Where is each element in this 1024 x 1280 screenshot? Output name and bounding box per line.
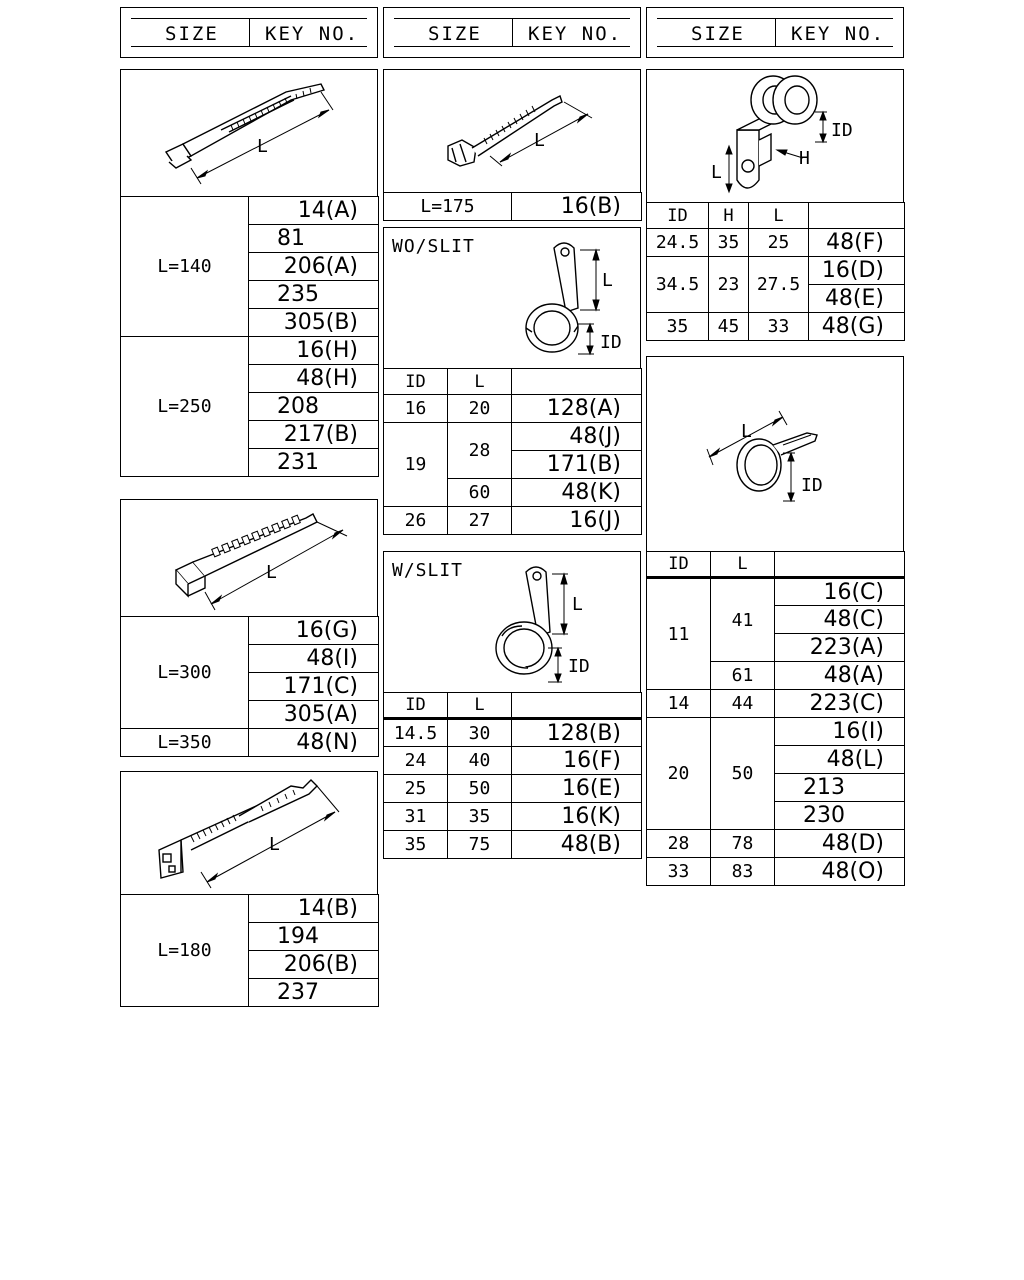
l-cell: 28 (448, 423, 512, 479)
cable-tie-3-drawing (121, 772, 379, 896)
table-row (384, 747, 642, 775)
table-row (647, 690, 905, 718)
l-cell: 35 (448, 803, 512, 831)
l-cell: 20 (448, 395, 512, 423)
col-key-header (512, 693, 642, 719)
col-id-header: ID (647, 552, 711, 578)
key-cell: 48(G) (809, 313, 905, 341)
double-clamp-figure (646, 69, 904, 203)
header-col3 (646, 7, 904, 58)
id-cell: 14 (647, 690, 711, 718)
key-cell: 16(E) (512, 775, 642, 803)
l-cell: 78 (711, 830, 775, 858)
key-cell: 48(E) (809, 285, 905, 313)
key-cell: 48(F) (809, 229, 905, 257)
key-cell: 16(H) (249, 337, 379, 365)
table-row (121, 895, 379, 923)
id-cell: 35 (647, 313, 709, 341)
key-cell: 16(I) (775, 718, 905, 746)
cable-tie-2-table (120, 616, 379, 757)
l-cell: 60 (448, 479, 512, 507)
tie-1-dim-label: L (257, 136, 268, 157)
key-cell: 48(A) (775, 662, 905, 690)
key-cell: 171(C) (249, 673, 379, 701)
col-l-header: L (448, 369, 512, 395)
id-cell: 28 (647, 830, 711, 858)
l-cell: 44 (711, 690, 775, 718)
table-row (647, 229, 905, 257)
key-cell: 48(I) (249, 645, 379, 673)
wslit-dim-l-label: L (572, 594, 583, 615)
band-clamp-table (646, 551, 905, 886)
key-cell: 213 (775, 774, 905, 802)
header-size-label: SIZE (428, 23, 482, 45)
col-id-header: ID (647, 203, 709, 229)
l-cell: 50 (448, 775, 512, 803)
id-cell: 31 (384, 803, 448, 831)
key-cell: 48(N) (249, 729, 379, 757)
key-cell: 206(B) (249, 951, 379, 979)
double-clamp-table (646, 202, 905, 341)
key-cell: 81 (249, 225, 379, 253)
woslit-caption: WO/SLIT (392, 236, 475, 257)
table-row (384, 423, 642, 451)
l-cell: 25 (749, 229, 809, 257)
table-header-row (647, 552, 905, 578)
h-cell: 35 (709, 229, 749, 257)
l-cell: 27.5 (749, 257, 809, 313)
table-row (647, 858, 905, 886)
id-cell: 16 (384, 395, 448, 423)
band-dim-id-label: ID (801, 475, 823, 496)
key-cell: 16(D) (809, 257, 905, 285)
cable-tie-3-table (120, 894, 379, 1007)
table-row (647, 257, 905, 285)
id-cell: 26 (384, 507, 448, 535)
bracket-dim-h-label: H (799, 148, 810, 169)
woslit-dim-id-label: ID (600, 332, 622, 353)
push-pin-tie-figure (383, 69, 641, 193)
table-row (384, 775, 642, 803)
push-pin-tie-drawing (384, 70, 642, 194)
size-cell: L=300 (121, 617, 249, 729)
key-cell: 48(K) (512, 479, 642, 507)
tie-3-dim-label: L (269, 834, 280, 855)
clamp-woslit-figure (383, 227, 641, 369)
key-cell: 223(C) (775, 690, 905, 718)
band-clamp-drawing (647, 357, 905, 553)
cable-tie-2-figure (120, 499, 378, 617)
clamp-woslit-table (383, 368, 642, 535)
bracket-dim-id-label: ID (831, 120, 853, 141)
key-cell: 217(B) (249, 421, 379, 449)
key-cell: 48(L) (775, 746, 905, 774)
header-col1 (120, 7, 378, 58)
double-clamp-drawing (647, 70, 905, 204)
id-cell: 14.5 (384, 719, 448, 747)
table-row (384, 193, 642, 221)
key-cell: 231 (249, 449, 379, 477)
cable-tie-1-table (120, 196, 379, 477)
table-row (384, 507, 642, 535)
key-cell: 16(J) (512, 507, 642, 535)
l-cell: 40 (448, 747, 512, 775)
key-cell: 208 (249, 393, 379, 421)
cable-tie-3-figure (120, 771, 378, 895)
id-cell: 25 (384, 775, 448, 803)
header-col2 (383, 7, 641, 58)
size-cell: L=250 (121, 337, 249, 477)
band-clamp-figure (646, 356, 904, 552)
table-row (384, 395, 642, 423)
id-cell: 34.5 (647, 257, 709, 313)
cable-tie-2-drawing (121, 500, 379, 618)
table-row (121, 197, 379, 225)
id-cell: 20 (647, 718, 711, 830)
table-row (647, 830, 905, 858)
id-cell: 33 (647, 858, 711, 886)
key-cell: 48(O) (775, 858, 905, 886)
band-dim-l-label: L (741, 421, 752, 442)
key-cell: 16(K) (512, 803, 642, 831)
tie-2-dim-label: L (266, 562, 277, 583)
key-cell: 237 (249, 979, 379, 1007)
header-key-label: KEY NO. (791, 23, 886, 45)
table-row (647, 578, 905, 606)
l-cell: 41 (711, 578, 775, 662)
size-cell: L=140 (121, 197, 249, 337)
key-cell: 128(B) (512, 719, 642, 747)
col-l-header: L (448, 693, 512, 719)
table-row (121, 337, 379, 365)
key-cell: 305(A) (249, 701, 379, 729)
key-cell: 16(C) (775, 578, 905, 606)
table-row (121, 729, 379, 757)
cable-tie-1-drawing (121, 70, 379, 198)
table-row (384, 831, 642, 859)
clamp-wslit-figure (383, 551, 641, 693)
key-cell: 16(F) (512, 747, 642, 775)
key-cell: 235 (249, 281, 379, 309)
woslit-dim-l-label: L (602, 270, 613, 291)
l-cell: 50 (711, 718, 775, 830)
table-row (647, 313, 905, 341)
table-row (647, 718, 905, 746)
size-cell: L=350 (121, 729, 249, 757)
table-header-row (384, 693, 642, 719)
clamp-wslit-drawing (384, 552, 642, 694)
bracket-dim-l-label: L (711, 162, 722, 183)
col-l-header: L (711, 552, 775, 578)
pin-dim-label: L (534, 130, 545, 151)
header-size-label: SIZE (165, 23, 219, 45)
wslit-dim-id-label: ID (568, 656, 590, 677)
clamp-wslit-table (383, 692, 642, 859)
key-cell: 48(B) (512, 831, 642, 859)
push-pin-tie-table (383, 192, 642, 221)
key-cell: 171(B) (512, 451, 642, 479)
clamp-woslit-drawing (384, 228, 642, 370)
id-cell: 35 (384, 831, 448, 859)
l-cell: 75 (448, 831, 512, 859)
key-cell: 48(C) (775, 606, 905, 634)
l-cell: 27 (448, 507, 512, 535)
key-cell: 128(A) (512, 395, 642, 423)
table-row (121, 617, 379, 645)
col-key-header (512, 369, 642, 395)
key-cell: 14(A) (249, 197, 379, 225)
header-size-label: SIZE (691, 23, 745, 45)
col-l-header: L (749, 203, 809, 229)
table-header-row (647, 203, 905, 229)
key-cell: 16(B) (512, 193, 642, 221)
id-cell: 24 (384, 747, 448, 775)
key-cell: 194 (249, 923, 379, 951)
cable-tie-1-figure (120, 69, 378, 197)
l-cell: 30 (448, 719, 512, 747)
key-cell: 305(B) (249, 309, 379, 337)
key-cell: 14(B) (249, 895, 379, 923)
h-cell: 23 (709, 257, 749, 313)
l-cell: 61 (711, 662, 775, 690)
l-cell: 33 (749, 313, 809, 341)
h-cell: 45 (709, 313, 749, 341)
key-cell: 206(A) (249, 253, 379, 281)
key-cell: 223(A) (775, 634, 905, 662)
key-cell: 48(J) (512, 423, 642, 451)
size-cell: L=180 (121, 895, 249, 1007)
table-row (384, 803, 642, 831)
size-cell: L=175 (384, 193, 512, 221)
col-key-header (809, 203, 905, 229)
key-cell: 48(D) (775, 830, 905, 858)
col-id-header: ID (384, 369, 448, 395)
id-cell: 11 (647, 578, 711, 690)
table-header-row (384, 369, 642, 395)
header-key-label: KEY NO. (528, 23, 623, 45)
key-cell: 48(H) (249, 365, 379, 393)
key-cell: 16(G) (249, 617, 379, 645)
header-key-label: KEY NO. (265, 23, 360, 45)
id-cell: 24.5 (647, 229, 709, 257)
wslit-caption: W/SLIT (392, 560, 464, 581)
l-cell: 83 (711, 858, 775, 886)
col-h-header: H (709, 203, 749, 229)
key-cell: 230 (775, 802, 905, 830)
id-cell: 19 (384, 423, 448, 507)
col-key-header (775, 552, 905, 578)
table-row (384, 719, 642, 747)
col-id-header: ID (384, 693, 448, 719)
